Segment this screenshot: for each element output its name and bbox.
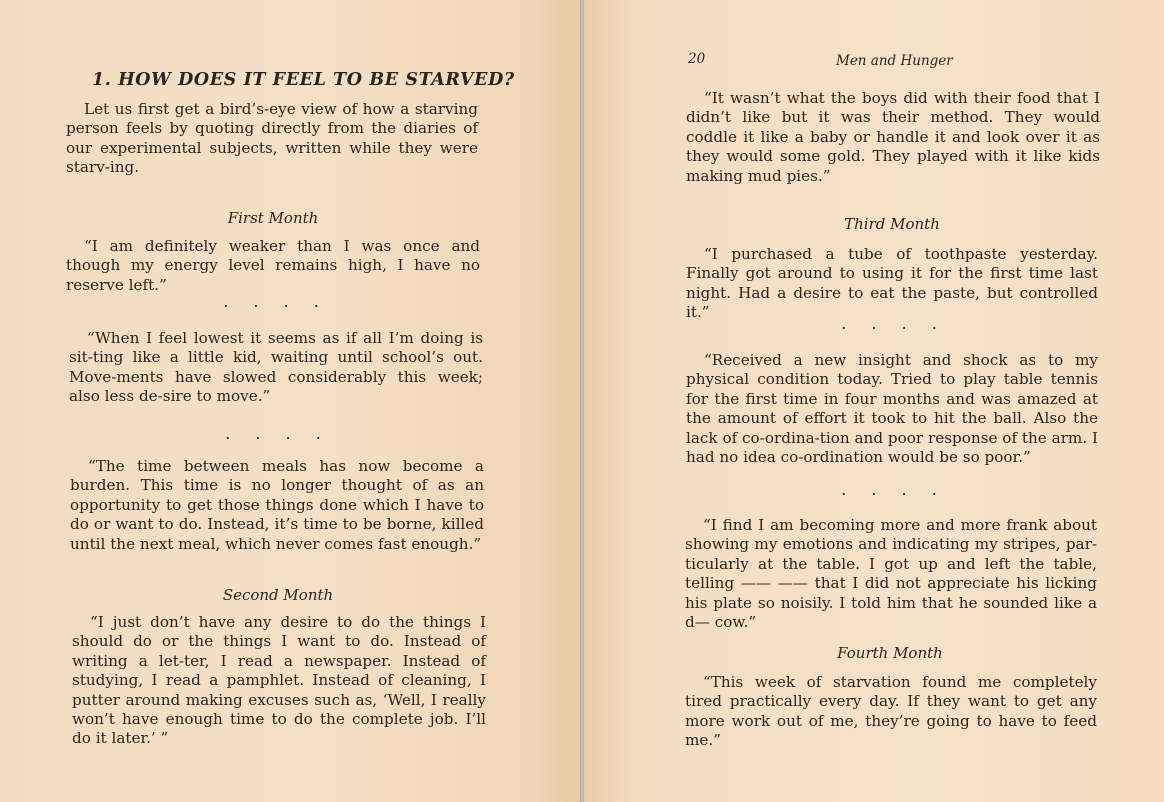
- third-month-heading: Third Month: [844, 215, 940, 233]
- quote-second-month-2: “It wasn’t what the boys did with their food that I didn’t like but it was their method. They would coddle it like a baby or handle it and look over it as they would some gold. They played with it like kids making mud pies.”: [686, 89, 1100, 185]
- section-separator: . . . .: [841, 480, 947, 499]
- section-separator: . . . .: [225, 424, 331, 443]
- intro-paragraph: Let us first get a bird’s-eye view of how a starving person feels by quoting directly from the diaries of our experimental subjects, written while they were starv-ing.: [66, 100, 478, 177]
- quote-first-month-3: “The time between meals has now become a burden. This time is no longer thought of as an opportunity to get those things done which I have to do or want to do. Instead, it’s time to be borne, killed until the next meal, which never comes fast enough.”: [70, 457, 484, 553]
- quote-second-month-1: “I just don’t have any desire to do the things I should do or the things I want to do. Instead of writing a let-ter, I read a newspaper. Instead of studying, I read a pamphlet. Instead of cleaning, I putter around making excuses such as, ‘Well, I really won’t have enough time to do the complete job. I’ll do it later.’ ”: [72, 613, 486, 748]
- section-title: 1. HOW DOES IT FEEL TO BE STARVED?: [92, 70, 515, 90]
- quote-third-month-3: “I find I am becoming more and more frank about showing my emotions and indicating my stripes, par-ticularly at the table. I got up and left the table, telling —— —— that I did not appreciate his licking his plate so noisily. I told him that he sounded like a d— cow.”: [685, 516, 1097, 632]
- quote-third-month-1: “I purchased a tube of toothpaste yesterday. Finally got around to using it for the first time last night. Had a desire to eat the paste, but controlled it.”: [686, 245, 1098, 322]
- left-page: [0, 0, 580, 802]
- quote-first-month-2: “When I feel lowest it seems as if all I’m doing is sit-ting like a little kid, waiting until school’s out. Move-ments have slowed considerably this week; also less de-sire to move.”: [69, 329, 483, 406]
- quote-first-month-1: “I am definitely weaker than I was once and though my energy level remains high, I have no reserve left.”: [66, 237, 480, 294]
- page-number: 20: [688, 51, 706, 67]
- right-page: [584, 0, 1164, 802]
- section-separator: . . . .: [223, 292, 329, 311]
- first-month-heading: First Month: [227, 209, 319, 227]
- section-separator: . . . .: [841, 314, 947, 333]
- running-head: Men and Hunger: [836, 53, 953, 69]
- quote-fourth-month-1: “This week of starvation found me completely tired practically every day. If they want to get any more work out of me, they’re going to have to feed me.”: [685, 673, 1097, 750]
- second-month-heading: Second Month: [222, 586, 334, 604]
- fourth-month-heading: Fourth Month: [837, 644, 943, 662]
- quote-third-month-2: “Received a new insight and shock as to my physical condition today. Tried to play table tennis for the first time in four months and was amazed at the amount of effort it took to hit the ball. Also the lack of co-ordina-tion and poor response of the arm. I had no idea co-ordination would be so poor.”: [686, 351, 1098, 467]
